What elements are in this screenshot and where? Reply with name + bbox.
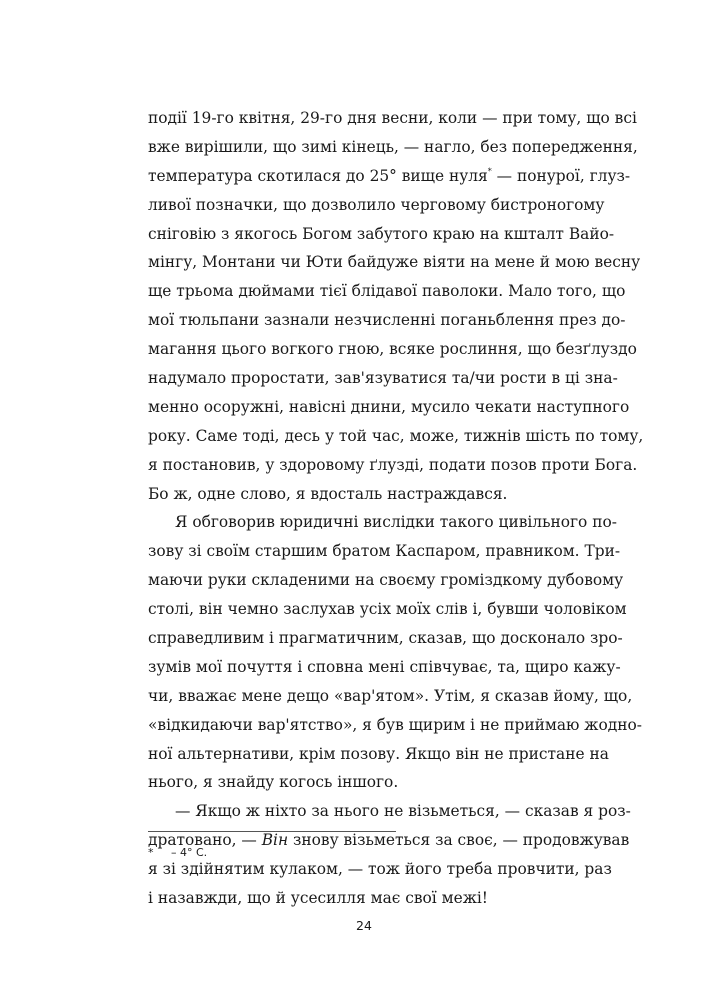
text-line: менно осоружні, навісні днини, мусило чекати наступного <box>148 397 630 416</box>
text-line: справедливим і прагматичним, сказав, що досконало зро- <box>148 629 623 648</box>
text-line-start: дратовано, — <box>148 831 262 850</box>
text-line: столі, він чемно заслухав усіх моїх слів і, бувши чоловіком <box>148 600 627 619</box>
text-line: мінгу, Монтани чи Юти байдуже віяти на мене й мою весну <box>148 253 641 272</box>
text-line: сніговію з якогось Богом забутого краю на кшталт Вайо- <box>148 224 615 243</box>
text-line-end: — понурої, глуз- <box>491 166 631 185</box>
body-text <box>148 104 644 913</box>
text-line: вже вирішили, що зимі кінець, — нагло, без попередження, <box>148 137 638 156</box>
footnote <box>148 845 207 861</box>
emphasized-word: Він <box>261 831 289 850</box>
text-line: Бо ж, одне слово, я вдосталь настраждався. <box>148 484 508 503</box>
text-line-end: знову візьметься за своє, — продовжував <box>288 831 630 850</box>
text-line: «відкидаючи вар'ятство», я був щирим і не приймаю жодно- <box>148 715 642 734</box>
text-line: Я обговорив юридичні вислідки такого цивільного по- <box>175 513 617 532</box>
footnote-reference: * <box>487 166 492 176</box>
text-line: події 19-го квітня, 29-го дня весни, коли — при тому, що всі <box>148 109 637 127</box>
text-line-start: температура скотилася до 25° вище нуля <box>148 166 488 185</box>
footnote-divider <box>148 831 396 832</box>
text-line: — Якщо ж ніхто за нього не візьметься, — сказав я роз- <box>175 802 631 821</box>
footnote-marker: * <box>148 846 154 859</box>
page-number: 24 <box>356 918 372 933</box>
text-line: магання цього вогкого гною, всяке рослиння, що безґлуздо <box>148 340 637 359</box>
text-line: ливої позначки, що дозволило черговому бистроногому <box>148 195 605 214</box>
text-line: мої тюльпани зазнали незчисленні поганьблення през до- <box>148 311 626 330</box>
text-line: зумів мої почуття і сповна мені співчуває, та, щиро кажу- <box>148 657 621 676</box>
text-line <box>148 162 631 191</box>
footnote-text: – 4° С. <box>171 846 208 859</box>
text-line: маючи руки складеними на своєму громіздкому дубовому <box>148 571 624 590</box>
text-line: я зі здійнятим кулаком, — тож його треба провчити, раз <box>148 860 612 879</box>
text-line: надумало проростати, зав'язуватися та/чи рости в ці зна- <box>148 369 618 388</box>
text-line: я постановив, у здоровому ґлузді, подати позов проти Бога. <box>148 455 638 474</box>
text-line: нього, я знайду когось іншого. <box>148 773 399 792</box>
text-line: ще трьома дюймами тієї блідавої паволоки. Мало того, що <box>148 282 626 301</box>
text-line: року. Саме тоді, десь у той час, може, тижнів шість по тому, <box>148 426 644 445</box>
text-line: чи, вважає мене дещо «вар'ятом». Утім, я сказав йому, що, <box>148 686 633 705</box>
text-line: зову зі своїм старшим братом Каспаром, правником. Три- <box>148 542 621 561</box>
text-line: і назавжди, що й усесилля має свої межі! <box>148 889 488 908</box>
text-line: ної альтернативи, крім позову. Якщо він не пристане на <box>148 744 609 763</box>
